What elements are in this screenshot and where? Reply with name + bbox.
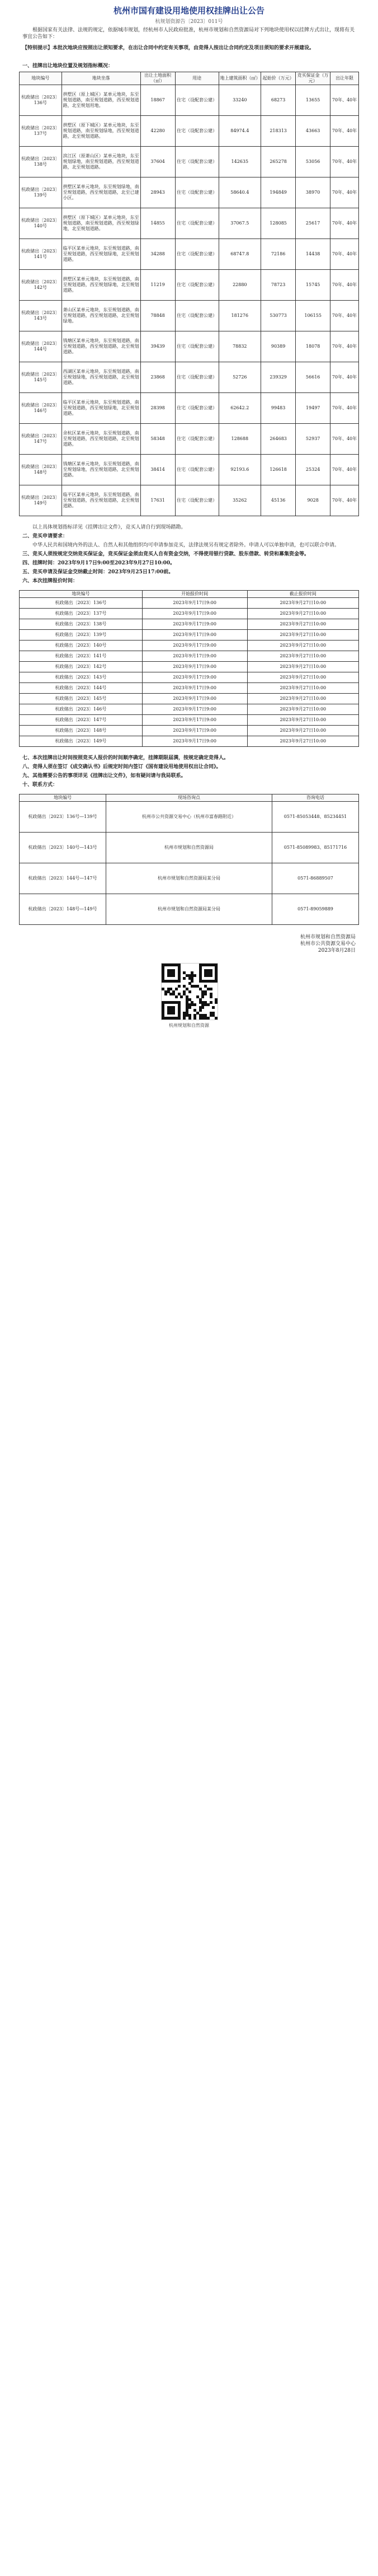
parcel-cell-years: 70年、40年 bbox=[330, 116, 359, 147]
note-paragraph: 四、挂牌时间：2023年9月17日9:00至2023年9月27日10:00。 bbox=[22, 560, 176, 566]
time-cell-end: 2023年9月27日10:00 bbox=[247, 726, 358, 736]
qr-module bbox=[188, 1006, 191, 1009]
time-cell-start: 2023年9月17日9:00 bbox=[142, 598, 247, 609]
time-col-no: 地块编号 bbox=[20, 591, 143, 598]
time-row bbox=[20, 651, 359, 662]
parcel-cell-deposit: 14438 bbox=[296, 239, 330, 270]
doc-number: 杭规划资源告〔2023〕011号 bbox=[155, 19, 223, 25]
parcel-cell-area: 78848 bbox=[140, 301, 175, 331]
after-notes-block bbox=[0, 752, 378, 791]
parcel-table-header bbox=[20, 72, 359, 85]
parcel-cell-floor-area: 78832 bbox=[219, 331, 261, 362]
parcel-cell-floor-area: 37067.5 bbox=[219, 208, 261, 239]
contact-cell-place: 杭州市规划和自然资源局 bbox=[106, 833, 272, 863]
parcel-cell-deposit: 25324 bbox=[296, 455, 330, 485]
col-header-addr: 地块坐落 bbox=[62, 72, 140, 85]
time-cell-start: 2023年9月17日9:00 bbox=[142, 683, 247, 694]
parcel-row bbox=[20, 239, 359, 270]
time-cell-start: 2023年9月17日9:00 bbox=[142, 715, 247, 726]
time-row bbox=[20, 598, 359, 609]
qr-module bbox=[175, 995, 178, 998]
qr-module bbox=[210, 995, 212, 998]
parcel-cell-addr: 拱墅区某单元地块，东至规划道路，南至规划道路，西至规划绿地，北至规划道路。 bbox=[62, 270, 140, 301]
time-row bbox=[20, 683, 359, 694]
parcel-cell-start: 239329 bbox=[261, 362, 296, 393]
parcel-cell-addr: 西湖区某单元地块，东至规划道路，南至规划绿地，西至规划道路，北至规划道路。 bbox=[62, 362, 140, 393]
parcel-cell-start: 126618 bbox=[261, 455, 296, 485]
col-header-area: 出让土地面积（㎡） bbox=[140, 72, 175, 85]
header bbox=[0, 0, 378, 25]
parcel-cell-no: 杭政储出〔2023〕149号 bbox=[20, 485, 62, 516]
qr-module bbox=[193, 974, 196, 977]
parcel-cell-start: 264683 bbox=[261, 424, 296, 455]
time-row bbox=[20, 715, 359, 726]
contact-cell-phone: 0571-86889507 bbox=[272, 863, 359, 894]
parcel-cell-use: 住宅（设配套公建） bbox=[175, 116, 219, 147]
parcel-table-body bbox=[20, 85, 359, 516]
parcel-cell-use: 住宅（设配套公建） bbox=[175, 147, 219, 177]
contact-cell-phone: 0571-85089983、85171716 bbox=[272, 833, 359, 863]
parcel-cell-area: 28943 bbox=[140, 177, 175, 208]
parcel-cell-years: 70年、40年 bbox=[330, 147, 359, 177]
qr-module bbox=[210, 974, 212, 977]
time-cell-start: 2023年9月17日9:00 bbox=[142, 630, 247, 641]
parcel-cell-floor-area: 22880 bbox=[219, 270, 261, 301]
qr-module bbox=[210, 988, 212, 990]
contact-cell-phone: 0571-85053448、85234451 bbox=[272, 802, 359, 833]
time-row bbox=[20, 736, 359, 747]
parcel-cell-years: 70年、40年 bbox=[330, 239, 359, 270]
parcel-cell-years: 70年、40年 bbox=[330, 393, 359, 424]
parcel-cell-floor-area: 35262 bbox=[219, 485, 261, 516]
parcel-cell-use: 住宅（设配套公建） bbox=[175, 208, 219, 239]
parcel-cell-use: 住宅（设配套公建） bbox=[175, 393, 219, 424]
time-row bbox=[20, 704, 359, 715]
parcel-cell-start: 99483 bbox=[261, 393, 296, 424]
parcel-cell-start: 45136 bbox=[261, 485, 296, 516]
signature-block bbox=[300, 934, 356, 954]
time-cell-start: 2023年9月17日9:00 bbox=[142, 694, 247, 704]
time-cell-no: 杭政储出〔2023〕141号 bbox=[20, 651, 143, 662]
parcel-cell-addr: 萧山区某单元地块，东至规划道路，南至规划道路，西至规划道路，北至规划绿地。 bbox=[62, 301, 140, 331]
time-row bbox=[20, 641, 359, 651]
qr-module bbox=[204, 993, 207, 995]
note-paragraph: 以上具体规划指标详见《挂牌出让文件》，竞买人请自行到现场踏勘。 bbox=[32, 525, 186, 530]
qr-module bbox=[180, 995, 183, 998]
intro-paragraph: 根据国家有关法律、法规的规定，依据城市规划，经杭州市人民政府批准，杭州市规划和自然资源局对下列地块使用权以挂牌方式出让，现将有关事宜公告如下： bbox=[22, 27, 355, 40]
qr-module bbox=[193, 1017, 196, 1020]
section-1-title: 一、挂牌出让地块位置及规划指标概况： bbox=[22, 63, 114, 69]
time-col-start: 开始报价时间 bbox=[142, 591, 247, 598]
parcel-row bbox=[20, 147, 359, 177]
parcel-cell-deposit: 56616 bbox=[296, 362, 330, 393]
time-row bbox=[20, 726, 359, 736]
qr-module bbox=[210, 1001, 212, 1004]
parcel-cell-addr: 临平区某单元地块，东至规划道路，南至规划道路，西至规划道路，北至规划道路。 bbox=[62, 485, 140, 516]
time-cell-no: 杭政储出〔2023〕143号 bbox=[20, 672, 143, 683]
parcel-cell-addr: 临平区某单元地块，东至规划道路，南至规划道路，西至规划绿地，北至规划道路。 bbox=[62, 239, 140, 270]
time-cell-no: 杭政储出〔2023〕148号 bbox=[20, 726, 143, 736]
parcel-row bbox=[20, 362, 359, 393]
note-paragraph: 六、本次挂牌报价时间： bbox=[22, 578, 78, 584]
parcel-cell-years: 70年、40年 bbox=[330, 424, 359, 455]
qr-caption: 杭州规划和自然资源 bbox=[169, 1023, 209, 1028]
contact-cell-place: 杭州市规划和自然资源局某分局 bbox=[106, 894, 272, 925]
time-cell-start: 2023年9月17日9:00 bbox=[142, 662, 247, 672]
parcel-cell-years: 70年、40年 bbox=[330, 331, 359, 362]
time-cell-end: 2023年9月27日10:00 bbox=[247, 662, 358, 672]
signature-date: 2023年8月28日 bbox=[318, 948, 356, 953]
signature-org-2: 杭州市公共资源交易中心 bbox=[300, 941, 356, 947]
parcel-cell-years: 70年、40年 bbox=[330, 455, 359, 485]
time-row bbox=[20, 662, 359, 672]
parcel-cell-use: 住宅（设配套公建） bbox=[175, 239, 219, 270]
time-cell-no: 杭政储出〔2023〕137号 bbox=[20, 609, 143, 619]
parcel-cell-area: 37604 bbox=[140, 147, 175, 177]
qr-module bbox=[188, 990, 191, 993]
time-row bbox=[20, 609, 359, 619]
parcel-row bbox=[20, 177, 359, 208]
qr-module bbox=[188, 1017, 191, 1020]
parcel-cell-deposit: 13655 bbox=[296, 85, 330, 116]
parcel-cell-floor-area: 68747.8 bbox=[219, 239, 261, 270]
time-cell-no: 杭政储出〔2023〕144号 bbox=[20, 683, 143, 694]
time-cell-start: 2023年9月17日9:00 bbox=[142, 609, 247, 619]
parcel-cell-start: 128085 bbox=[261, 208, 296, 239]
parcel-cell-no: 杭政储出〔2023〕138号 bbox=[20, 147, 62, 177]
qr-module bbox=[178, 1017, 181, 1020]
col-header-floor-area: 地上建筑面积（㎡） bbox=[219, 72, 261, 85]
parcel-cell-area: 14855 bbox=[140, 208, 175, 239]
parcel-cell-use: 住宅（设配套公建） bbox=[175, 331, 219, 362]
qr-module bbox=[199, 1009, 202, 1012]
qr-module bbox=[201, 995, 204, 998]
parcel-cell-no: 杭政储出〔2023〕143号 bbox=[20, 301, 62, 331]
parcel-cell-no: 杭政储出〔2023〕140号 bbox=[20, 208, 62, 239]
parcel-cell-floor-area: 33240 bbox=[219, 85, 261, 116]
time-cell-end: 2023年9月27日10:00 bbox=[247, 672, 358, 683]
contact-cell-no: 杭政储出〔2023〕144号—147号 bbox=[20, 863, 106, 894]
parcel-cell-addr: 钱塘区某单元地块，东至规划道路，南至规划绿地，西至规划道路，北至规划道路。 bbox=[62, 455, 140, 485]
qr-module bbox=[164, 993, 167, 995]
parcel-cell-years: 70年、40年 bbox=[330, 85, 359, 116]
parcel-cell-area: 39439 bbox=[140, 331, 175, 362]
time-row bbox=[20, 630, 359, 641]
contact-table-header bbox=[20, 794, 359, 802]
after-note-paragraph: 八、竞得人须在签订《成交确认书》后规定时间内签订《国有建设用地使用权出让合同》。 bbox=[22, 764, 221, 770]
parcel-cell-area: 28398 bbox=[140, 393, 175, 424]
parcel-row bbox=[20, 208, 359, 239]
col-header-deposit: 竞买保证金（万元） bbox=[296, 72, 330, 85]
parcel-row bbox=[20, 455, 359, 485]
parcel-cell-deposit: 9028 bbox=[296, 485, 330, 516]
parcel-cell-area: 18867 bbox=[140, 85, 175, 116]
parcel-cell-no: 杭政储出〔2023〕137号 bbox=[20, 116, 62, 147]
after-note-paragraph: 七、本次挂牌出让时间按照竞买人报价的时间顺序确定，挂牌期限届满，按规定确定竞得人。 bbox=[22, 755, 229, 761]
parcel-cell-floor-area: 181276 bbox=[219, 301, 261, 331]
qr-module bbox=[175, 988, 178, 990]
after-note-paragraph: 十、联系方式： bbox=[22, 782, 58, 788]
contact-cell-place: 杭州市公共资源交易中心（杭州市富春路附近） bbox=[106, 802, 272, 833]
contact-table-body bbox=[20, 802, 359, 925]
parcel-cell-years: 70年、40年 bbox=[330, 208, 359, 239]
parcel-row bbox=[20, 116, 359, 147]
time-cell-end: 2023年9月27日10:00 bbox=[247, 736, 358, 747]
parcel-cell-floor-area: 58640.4 bbox=[219, 177, 261, 208]
parcel-cell-years: 70年、40年 bbox=[330, 301, 359, 331]
parcel-cell-floor-area: 92193.6 bbox=[219, 455, 261, 485]
qr-module bbox=[215, 1017, 218, 1020]
qr-module bbox=[178, 985, 181, 988]
parcel-cell-addr: 临平区某单元地块，东至规划道路，南至规划道路，西至规划绿地，北至规划道路。 bbox=[62, 393, 140, 424]
parcel-cell-addr: 余杭区某单元地块，东至规划道路，南至规划道路，西至规划道路，北至规划道路。 bbox=[62, 424, 140, 455]
time-cell-end: 2023年9月27日10:00 bbox=[247, 651, 358, 662]
time-cell-start: 2023年9月17日9:00 bbox=[142, 641, 247, 651]
parcel-cell-no: 杭政储出〔2023〕145号 bbox=[20, 362, 62, 393]
time-cell-end: 2023年9月27日10:00 bbox=[247, 683, 358, 694]
col-header-start: 起始价（万元） bbox=[261, 72, 296, 85]
time-cell-start: 2023年9月17日9:00 bbox=[142, 619, 247, 630]
time-cell-end: 2023年9月27日10:00 bbox=[247, 609, 358, 619]
parcel-cell-use: 住宅（设配套公建） bbox=[175, 85, 219, 116]
after-note-paragraph: 九、其他需要公告的事项详见《挂牌出让文件》，如有疑问请与我局联系。 bbox=[22, 773, 186, 779]
parcel-cell-no: 杭政储出〔2023〕148号 bbox=[20, 455, 62, 485]
time-cell-end: 2023年9月27日10:00 bbox=[247, 598, 358, 609]
parcel-cell-years: 70年、40年 bbox=[330, 485, 359, 516]
parcel-cell-area: 11219 bbox=[140, 270, 175, 301]
parcel-cell-area: 58348 bbox=[140, 424, 175, 455]
parcel-cell-use: 住宅（设配套公建） bbox=[175, 362, 219, 393]
parcel-cell-addr: 拱墅区（原下城区）某单元地块，东至规划道路，南至规划道路，西至规划绿地，北至规划道路。 bbox=[62, 208, 140, 239]
parcel-cell-area: 23868 bbox=[140, 362, 175, 393]
parcel-cell-no: 杭政储出〔2023〕139号 bbox=[20, 177, 62, 208]
parcel-cell-deposit: 52937 bbox=[296, 424, 330, 455]
note-paragraph: 三、竞买人须按规定交纳竞买保证金，竞买保证金须由竞买人自有资金交纳，不得使用银行贷款、股东借款、转贷和募集资金等。 bbox=[22, 551, 310, 557]
contact-row bbox=[20, 833, 359, 863]
notes-block bbox=[0, 522, 378, 587]
contact-cell-no: 杭政储出〔2023〕140号—143号 bbox=[20, 833, 106, 863]
note-paragraph: 五、竞买申请及保证金交纳截止时间：2023年9月25日17:00前。 bbox=[22, 569, 174, 575]
parcel-cell-use: 住宅（设配套公建） bbox=[175, 301, 219, 331]
parcel-cell-floor-area: 142635 bbox=[219, 147, 261, 177]
parcel-cell-no: 杭政储出〔2023〕142号 bbox=[20, 270, 62, 301]
contact-cell-no: 杭政储出〔2023〕148号—149号 bbox=[20, 894, 106, 925]
qr-module bbox=[172, 974, 175, 977]
time-cell-end: 2023年9月27日10:00 bbox=[247, 704, 358, 715]
qr-module bbox=[191, 980, 193, 983]
parcel-cell-start: 72186 bbox=[261, 239, 296, 270]
parcel-cell-use: 住宅（设配套公建） bbox=[175, 455, 219, 485]
time-cell-no: 杭政储出〔2023〕146号 bbox=[20, 704, 143, 715]
parcel-cell-addr: 滨江区（原萧山区）某单元地块，东至规划绿地，南至规划道路，西至规划道路，北至规划道路。 bbox=[62, 147, 140, 177]
parcel-cell-use: 住宅（设配套公建） bbox=[175, 177, 219, 208]
parcel-cell-area: 42280 bbox=[140, 116, 175, 147]
col-header-no: 地块编号 bbox=[20, 72, 62, 85]
qr-module bbox=[215, 980, 218, 983]
qr-module bbox=[172, 1012, 175, 1014]
contact-cell-place: 杭州市规划和自然资源局某分局 bbox=[106, 863, 272, 894]
qr-module bbox=[212, 1006, 215, 1009]
parcel-cell-deposit: 43663 bbox=[296, 116, 330, 147]
time-cell-end: 2023年9月27日10:00 bbox=[247, 694, 358, 704]
time-cell-end: 2023年9月27日10:00 bbox=[247, 715, 358, 726]
time-cell-start: 2023年9月17日9:00 bbox=[142, 704, 247, 715]
time-cell-end: 2023年9月27日10:00 bbox=[247, 641, 358, 651]
qr-code bbox=[161, 963, 218, 1020]
qr-module bbox=[183, 1017, 186, 1020]
qr-module bbox=[178, 980, 181, 983]
time-table-header bbox=[20, 591, 359, 598]
parcel-cell-area: 34288 bbox=[140, 239, 175, 270]
parcel-cell-start: 530773 bbox=[261, 301, 296, 331]
parcel-cell-no: 杭政储出〔2023〕141号 bbox=[20, 239, 62, 270]
parcel-row bbox=[20, 393, 359, 424]
time-cell-end: 2023年9月27日10:00 bbox=[247, 630, 358, 641]
contact-col-phone: 咨询电话 bbox=[272, 794, 359, 802]
parcel-table bbox=[19, 72, 359, 516]
parcel-cell-floor-area: 62642.2 bbox=[219, 393, 261, 424]
parcel-cell-floor-area: 52726 bbox=[219, 362, 261, 393]
contact-row bbox=[20, 802, 359, 833]
parcel-cell-years: 70年、40年 bbox=[330, 177, 359, 208]
page-title: 杭州市国有建设用地使用权挂牌出让公告 bbox=[113, 6, 264, 16]
parcel-cell-no: 杭政储出〔2023〕136号 bbox=[20, 85, 62, 116]
parcel-cell-no: 杭政储出〔2023〕144号 bbox=[20, 331, 62, 362]
parcel-cell-floor-area: 84974.4 bbox=[219, 116, 261, 147]
parcel-cell-addr: 钱塘区某单元地块，东至规划道路，南至规划道路，西至规划道路，北至规划道路。 bbox=[62, 331, 140, 362]
contact-cell-no: 杭政储出〔2023〕136号—139号 bbox=[20, 802, 106, 833]
time-cell-start: 2023年9月17日9:00 bbox=[142, 736, 247, 747]
parcel-cell-use: 住宅（设配套公建） bbox=[175, 424, 219, 455]
parcel-cell-addr: 拱墅区（原下城区）某单元地块，东至规划道路，南至规划绿地，西至规划道路，北至规划道路。 bbox=[62, 116, 140, 147]
qr-module bbox=[207, 1003, 210, 1006]
parcel-row bbox=[20, 485, 359, 516]
parcel-cell-no: 杭政储出〔2023〕146号 bbox=[20, 393, 62, 424]
time-cell-no: 杭政储出〔2023〕142号 bbox=[20, 662, 143, 672]
parcel-row bbox=[20, 270, 359, 301]
contact-col-place: 现场咨询点 bbox=[106, 794, 272, 802]
qr-module bbox=[207, 1017, 210, 1020]
qr-module bbox=[201, 1006, 204, 1009]
parcel-cell-start: 78723 bbox=[261, 270, 296, 301]
col-header-years: 出让年限 bbox=[330, 72, 359, 85]
time-cell-start: 2023年9月17日9:00 bbox=[142, 672, 247, 683]
time-row bbox=[20, 672, 359, 683]
special-note: 【特别提示】本批次地块应按照出让须知要求，在出让合同中约定有关事项，由竞得人按出让合同约定及项目须知的要求开展建设。 bbox=[22, 45, 315, 51]
parcel-cell-deposit: 106155 bbox=[296, 301, 330, 331]
contact-row bbox=[20, 863, 359, 894]
parcel-cell-years: 70年、40年 bbox=[330, 362, 359, 393]
parcel-cell-area: 38414 bbox=[140, 455, 175, 485]
parcel-cell-deposit: 19497 bbox=[296, 393, 330, 424]
signature-org-1: 杭州市规划和自然资源局 bbox=[300, 934, 356, 940]
contact-table bbox=[19, 794, 359, 925]
parcel-cell-deposit: 25617 bbox=[296, 208, 330, 239]
parcel-cell-start: 265278 bbox=[261, 147, 296, 177]
note-paragraph: 中华人民共和国境内外的法人、自然人和其他组织均可申请参加竞买，法律法规另有规定者除外。申请人可以单独申请，也可以联合申请。 bbox=[32, 543, 340, 548]
time-cell-no: 杭政储出〔2023〕140号 bbox=[20, 641, 143, 651]
parcel-cell-deposit: 18078 bbox=[296, 331, 330, 362]
time-table bbox=[19, 590, 359, 747]
parcel-row bbox=[20, 424, 359, 455]
time-cell-no: 杭政储出〔2023〕147号 bbox=[20, 715, 143, 726]
parcel-cell-addr: 拱墅区（原上城区）某单元地块，东至规划道路，南至规划道路，西至规划道路，北至规划用地。 bbox=[62, 85, 140, 116]
parcel-row bbox=[20, 301, 359, 331]
time-col-end: 截止报价时间 bbox=[247, 591, 358, 598]
parcel-cell-area: 17631 bbox=[140, 485, 175, 516]
time-cell-no: 杭政储出〔2023〕136号 bbox=[20, 598, 143, 609]
time-cell-no: 杭政储出〔2023〕139号 bbox=[20, 630, 143, 641]
time-cell-end: 2023年9月27日10:00 bbox=[247, 619, 358, 630]
time-cell-no: 杭政储出〔2023〕149号 bbox=[20, 736, 143, 747]
time-table-body bbox=[20, 598, 359, 747]
time-row bbox=[20, 619, 359, 630]
parcel-cell-start: 90389 bbox=[261, 331, 296, 362]
contact-row bbox=[20, 894, 359, 925]
qr-module bbox=[215, 1001, 218, 1004]
parcel-cell-no: 杭政储出〔2023〕147号 bbox=[20, 424, 62, 455]
time-cell-no: 杭政储出〔2023〕138号 bbox=[20, 619, 143, 630]
time-row bbox=[20, 694, 359, 704]
parcel-cell-start: 68273 bbox=[261, 85, 296, 116]
parcel-row bbox=[20, 331, 359, 362]
parcel-cell-deposit: 38970 bbox=[296, 177, 330, 208]
contact-cell-phone: 0571-89059889 bbox=[272, 894, 359, 925]
parcel-cell-use: 住宅（设配套公建） bbox=[175, 270, 219, 301]
time-cell-no: 杭政储出〔2023〕145号 bbox=[20, 694, 143, 704]
qr-module bbox=[183, 977, 186, 980]
note-paragraph: 二、竞买申请要求： bbox=[22, 534, 68, 539]
time-cell-start: 2023年9月17日9:00 bbox=[142, 726, 247, 736]
parcel-cell-use: 住宅（设配套公建） bbox=[175, 485, 219, 516]
time-cell-start: 2023年9月17日9:00 bbox=[142, 651, 247, 662]
parcel-cell-deposit: 53056 bbox=[296, 147, 330, 177]
parcel-row bbox=[20, 85, 359, 116]
parcel-cell-years: 70年、40年 bbox=[330, 270, 359, 301]
parcel-cell-start: 218313 bbox=[261, 116, 296, 147]
contact-col-no: 地块编号 bbox=[20, 794, 106, 802]
parcel-cell-floor-area: 128688 bbox=[219, 424, 261, 455]
parcel-cell-addr: 拱墅区某单元地块，东至规划绿地，南至规划道路，西至规划道路，北至已建小区。 bbox=[62, 177, 140, 208]
parcel-cell-deposit: 15745 bbox=[296, 270, 330, 301]
parcel-cell-start: 194849 bbox=[261, 177, 296, 208]
qr-module bbox=[193, 1003, 196, 1006]
col-header-use: 用途 bbox=[175, 72, 219, 85]
